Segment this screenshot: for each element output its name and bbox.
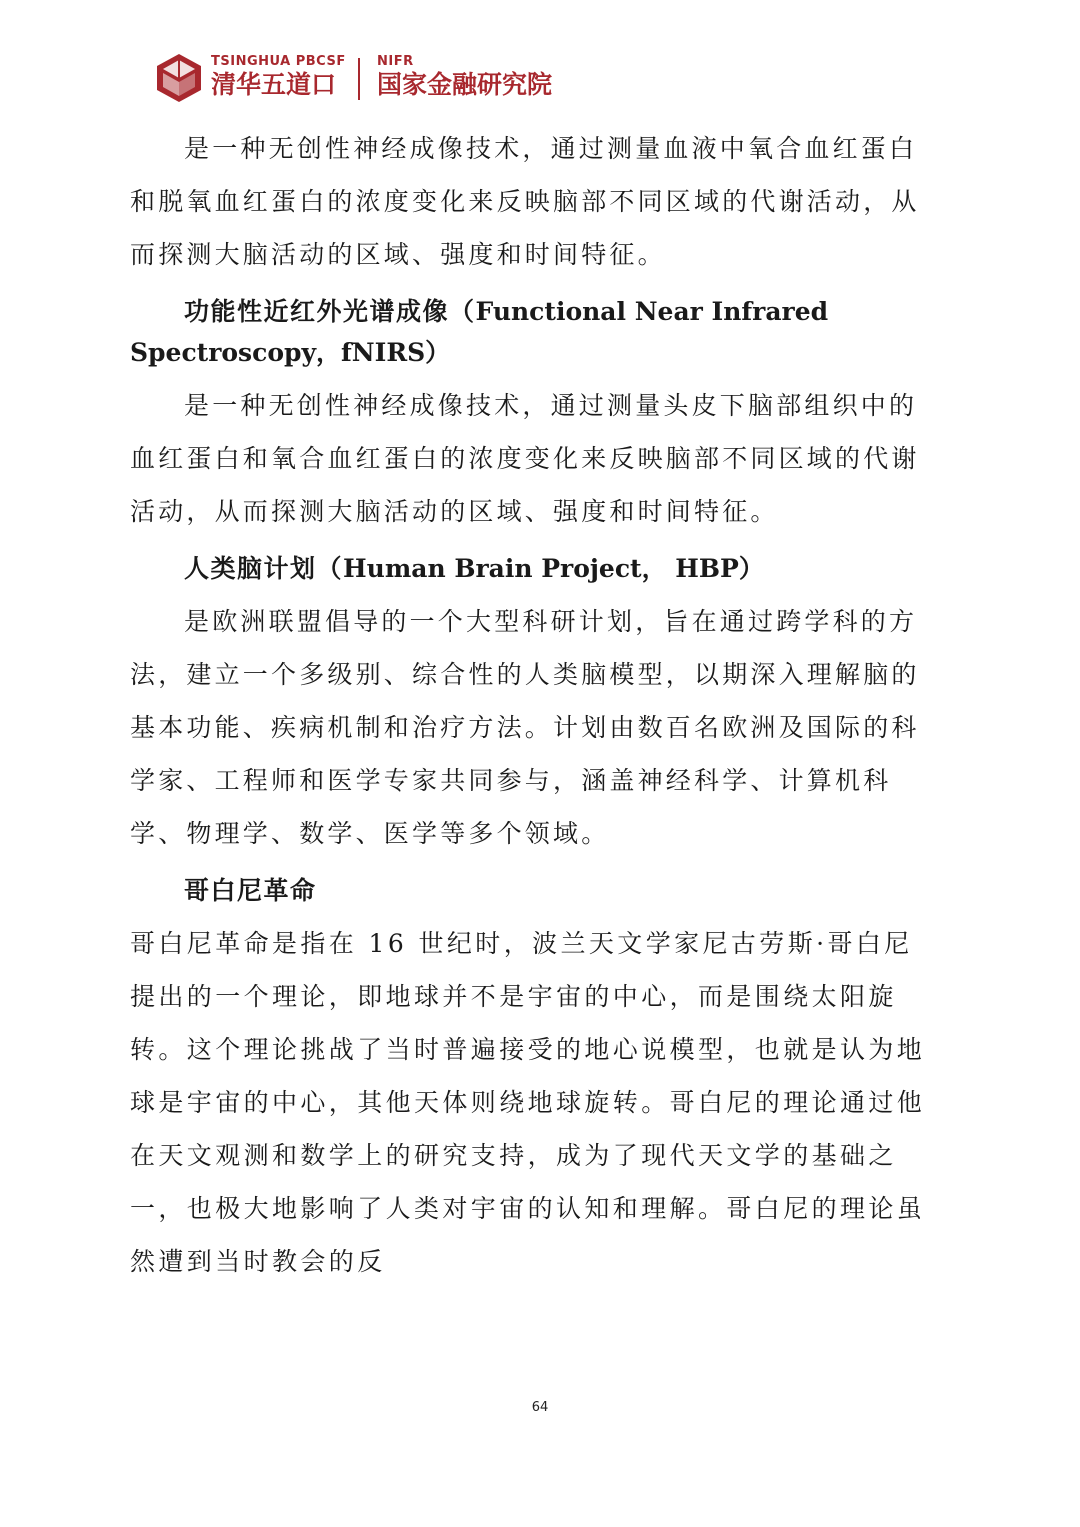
brand-right-en: NIFR [377,54,414,69]
page-number: 64 [531,1400,549,1415]
heading-hbp [130,548,930,589]
heading-fnirs-cn: 功能性近红外光谱成像（ [184,297,476,326]
heading-copernicus: 哥白尼革命 [184,876,317,905]
paragraph-hbp-definition: 是欧洲联盟倡导的一个大型科研计划，旨在通过跨学科的方法，建立一个多级别、综合性的人类脑模型，以期深入理解脑的基本功能、疾病机制和治疗方法。计划由数百名欧洲及国际的科学家、工程师和医学专家共同参与，涵盖神经科学、计算机科学、物理学、数学、医学等多个领域。 [130,607,920,848]
heading-hbp-close: ） [738,554,766,583]
brand-left-en: TSINGHUA PBCSF [211,54,346,69]
heading-fnirs-close: ） [425,338,452,367]
heading-fnirs-en: Functional Near Infrared Spectroscopy，fNIRS [130,297,829,367]
heading-hbp-cn: 人类脑计划（ [184,554,344,583]
header-divider [358,58,360,100]
paragraph-copernicus-definition: 哥白尼革命是指在 16 世纪时，波兰天文学家尼古劳斯·哥白尼提出的一个理论，即地球并不是宇宙的中心，而是围绕太阳旋转。这个理论挑战了当时普遍接受的地心说模型，也就是认为地球是宇宙的中心，其他天体则绕地球旋转。哥白尼的理论通过他在天文观测和数学上的研究支持，成为了现代天文学的基础之一，也极大地影响了人类对宇宙的认知和理解。哥白尼的理论虽然遭到当时教会的反 [130,929,926,1276]
brand-left [211,54,346,100]
brand-right [377,54,552,100]
brand-left-cn: 清华五道口 [211,70,337,99]
heading-hbp-en: Human Brain Project， HBP [343,554,739,583]
document-header [155,52,615,108]
document-body [130,122,930,1288]
paragraph-fnirs-definition: 是一种无创性神经成像技术，通过测量头皮下脑部组织中的血红蛋白和氧合血红蛋白的浓度变化来反映脑部不同区域的代谢活动，从而探测大脑活动的区域、强度和时间特征。 [130,391,920,526]
brand-right-cn: 国家金融研究院 [377,70,553,99]
tsinghua-pbcsf-emblem-icon [155,52,203,104]
heading-fnirs [130,291,930,373]
paragraph-fmri-definition: 是一种无创性神经成像技术，通过测量血液中氧合血红蛋白和脱氧血红蛋白的浓度变化来反映脑部不同区域的代谢活动，从而探测大脑活动的区域、强度和时间特征。 [130,134,920,269]
